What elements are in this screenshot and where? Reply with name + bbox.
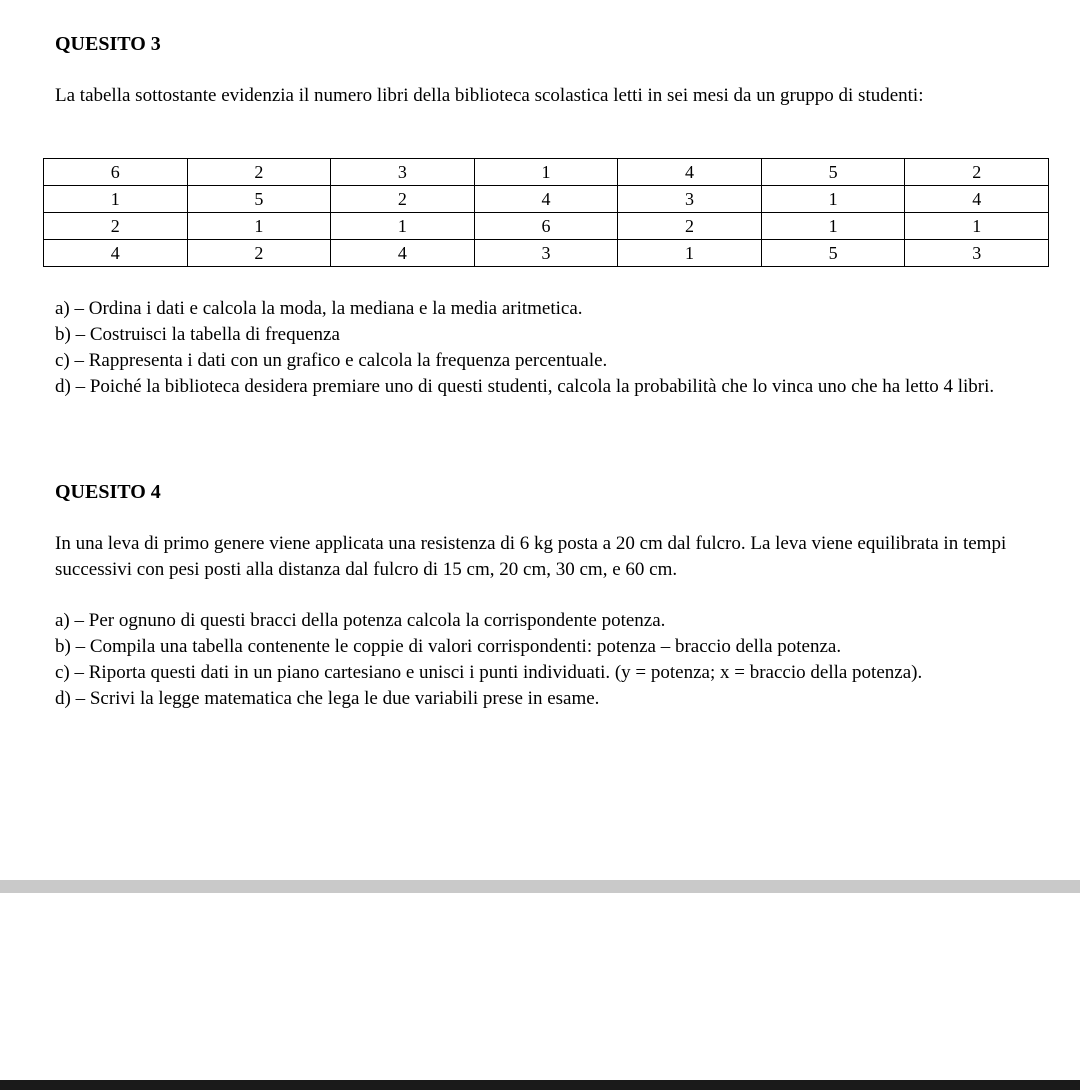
quesito-4-title: QUESITO 4 <box>55 481 161 503</box>
table-cell: 2 <box>187 240 331 267</box>
blank-area <box>0 893 1080 1080</box>
table-cell: 4 <box>905 186 1049 213</box>
question-item: b) – Compila una tabella contenente le coppie di valori corrispondenti: potenza – braccio della potenza. <box>55 636 842 657</box>
table-cell: 3 <box>618 186 762 213</box>
books-table <box>43 158 1049 267</box>
table-cell: 1 <box>761 186 905 213</box>
table-cell: 1 <box>331 213 475 240</box>
table-cell: 3 <box>474 240 618 267</box>
table-cell: 3 <box>331 159 475 186</box>
table-cell: 4 <box>331 240 475 267</box>
bottom-bar <box>0 1080 1080 1090</box>
table-cell: 4 <box>474 186 618 213</box>
table-cell: 4 <box>44 240 188 267</box>
table-cell: 2 <box>618 213 762 240</box>
quesito-4-questions <box>55 608 1045 712</box>
question-item: b) – Costruisci la tabella di frequenza <box>55 324 340 345</box>
quesito-4-intro: In una leva di primo genere viene applicata una resistenza di 6 kg posta a 20 cm dal fulcro. La leva viene equilibrata in tempi successivi con pesi posti alla distanza dal fulcro di 15 cm, 20 cm, 30 cm, e 60 cm. <box>55 533 1007 580</box>
table-cell: 3 <box>905 240 1049 267</box>
table-cell: 1 <box>44 186 188 213</box>
table-cell: 2 <box>905 159 1049 186</box>
table-cell: 2 <box>331 186 475 213</box>
table-row <box>44 213 1049 240</box>
table-cell: 1 <box>618 240 762 267</box>
table-cell: 2 <box>187 159 331 186</box>
table-row <box>44 240 1049 267</box>
question-item: d) – Scrivi la legge matematica che lega le due variabili prese in esame. <box>55 688 600 709</box>
question-item: a) – Ordina i dati e calcola la moda, la mediana e la media aritmetica. <box>55 298 583 319</box>
table-cell: 1 <box>187 213 331 240</box>
table-cell: 5 <box>761 240 905 267</box>
table-cell: 5 <box>187 186 331 213</box>
table-row <box>44 186 1049 213</box>
table-row <box>44 159 1049 186</box>
table-cell: 4 <box>618 159 762 186</box>
quesito-3-questions <box>55 296 1045 400</box>
table-cell: 5 <box>761 159 905 186</box>
table-cell: 6 <box>44 159 188 186</box>
question-item: c) – Rappresenta i dati con un grafico e calcola la frequenza percentuale. <box>55 350 608 371</box>
table-cell: 1 <box>474 159 618 186</box>
quesito-3-title: QUESITO 3 <box>55 33 161 55</box>
question-item: c) – Riporta questi dati in un piano cartesiano e unisci i punti individuati. (y = potenza; x = braccio della potenza). <box>55 662 923 683</box>
question-item: d) – Poiché la biblioteca desidera premiare uno di questi studenti, calcola la probabilità che lo vinca uno che ha letto 4 libri. <box>55 376 995 397</box>
question-item: a) – Per ognuno di questi bracci della potenza calcola la corrispondente potenza. <box>55 610 666 631</box>
table-cell: 6 <box>474 213 618 240</box>
page-separator <box>0 880 1080 893</box>
table-cell: 2 <box>44 213 188 240</box>
table-cell: 1 <box>761 213 905 240</box>
table-cell: 1 <box>905 213 1049 240</box>
quesito-3-intro: La tabella sottostante evidenzia il numero libri della biblioteca scolastica letti in sei mesi da un gruppo di studenti: <box>55 85 924 106</box>
